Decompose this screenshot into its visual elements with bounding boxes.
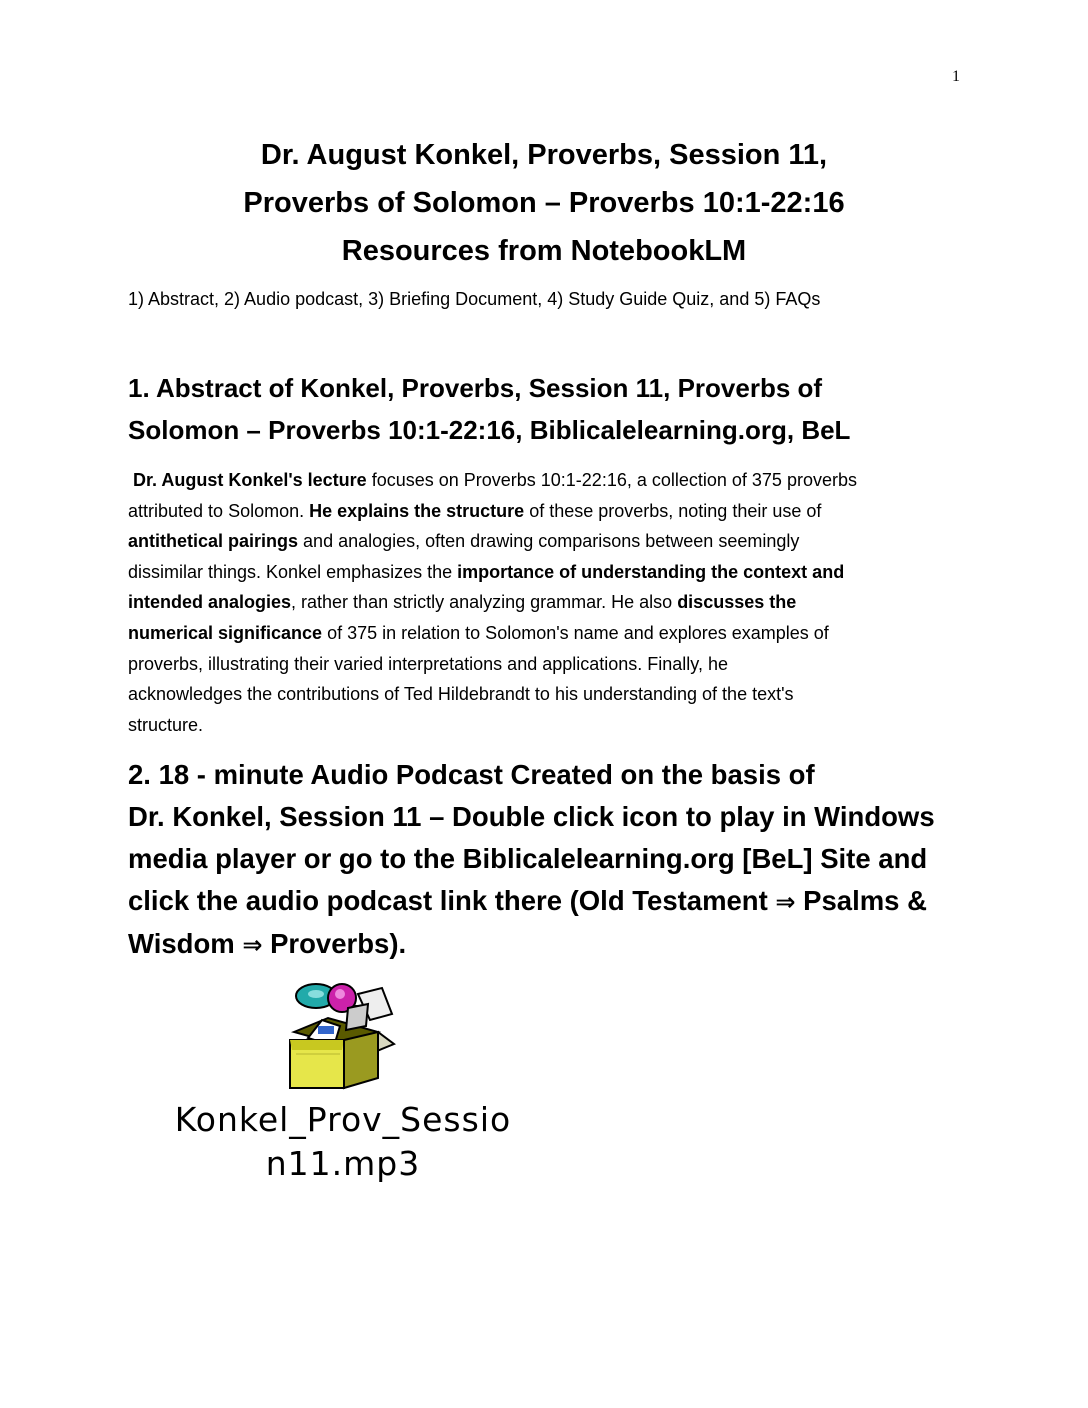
abstract-text: dissimilar things. Konkel emphasizes the — [128, 561, 458, 582]
abstract-line-6 — [128, 618, 968, 649]
abstract-line-5 — [128, 587, 968, 618]
section-2-text: Psalms & — [795, 885, 927, 916]
section-2-line-5 — [128, 923, 968, 966]
title-line-3: Resources from NotebookLM — [341, 235, 747, 267]
page-number: 1 — [952, 68, 960, 85]
abstract-text: of 375 in relation to Solomon's name and explores examples of — [322, 622, 829, 643]
page-title — [0, 131, 1088, 275]
abstract-bold-context: importance of understanding the context and — [457, 561, 845, 582]
abstract-line-1 — [128, 465, 968, 496]
abstract-bold-lecture: Dr. August Konkel's lecture — [133, 470, 367, 490]
abstract-paragraph — [128, 465, 968, 740]
arrow-right-icon: ⇒ — [242, 931, 263, 959]
abstract-line-7: proverbs, illustrating their varied interpretations and applications. Finally, he — [128, 653, 728, 674]
section-2-line-3: media player or go to the Biblicalelearning.org [BeL] Site and — [128, 843, 928, 874]
file-name-line-2: n11.mp3 — [265, 1144, 421, 1183]
abstract-bold-discusses: discusses the — [677, 592, 797, 613]
abstract-bold-structure: He explains the structure — [309, 500, 525, 521]
section-2-text: Proverbs). — [262, 928, 407, 959]
section-2-text: Wisdom — [128, 928, 243, 959]
section-1-heading-line-1: 1. Abstract of Konkel, Proverbs, Session 11, Proverbs of — [128, 373, 823, 403]
section-2-text: click the audio podcast link there (Old Testament — [128, 885, 776, 916]
abstract-text: attributed to Solomon. — [128, 500, 310, 521]
file-name-line-1: Konkel_Prov_Sessio — [174, 1100, 512, 1139]
abstract-line-4 — [128, 557, 968, 588]
section-2-heading — [128, 754, 968, 966]
abstract-bold-pairings: antithetical pairings — [128, 531, 299, 552]
abstract-bold-numerical: numerical significance — [128, 622, 323, 643]
title-line-2: Proverbs of Solomon – Proverbs 10:1-22:16 — [243, 187, 845, 219]
section-1-heading — [128, 367, 968, 451]
podcast-file-label[interactable] — [118, 1098, 568, 1186]
abstract-line-9: structure. — [128, 714, 204, 735]
section-1-heading-line-2: Solomon – Proverbs 10:1-22:16, Biblicalelearning.org, BeL — [128, 415, 851, 445]
abstract-bold-analogies: intended analogies — [128, 592, 292, 613]
abstract-line-3 — [128, 526, 968, 557]
contents-line: 1) Abstract, 2) Audio podcast, 3) Briefing Document, 4) Study Guide Quiz, and 5) FAQs — [128, 289, 821, 309]
abstract-text: , rather than strictly analyzing grammar. He also — [291, 592, 678, 613]
arrow-right-icon: ⇒ — [775, 888, 796, 916]
section-2-line-4 — [128, 880, 968, 923]
section-2-line-2: Dr. Konkel, Session 11 – Double click icon to play in Windows — [128, 801, 935, 832]
section-2-line-1: 2. 18 - minute Audio Podcast Created on the basis of — [128, 759, 815, 790]
abstract-text: of these proverbs, noting their use of — [524, 500, 822, 521]
abstract-text: focuses on Proverbs 10:1-22:16, a collection of 375 proverbs — [366, 470, 857, 490]
media-package-icon[interactable] — [282, 980, 412, 1092]
abstract-line-2 — [128, 496, 968, 527]
abstract-line-8: acknowledges the contributions of Ted Hildebrandt to his understanding of the text's — [128, 684, 794, 705]
title-line-1: Dr. August Konkel, Proverbs, Session 11, — [260, 139, 828, 171]
abstract-text: and analogies, often drawing comparisons between seemingly — [298, 531, 800, 552]
